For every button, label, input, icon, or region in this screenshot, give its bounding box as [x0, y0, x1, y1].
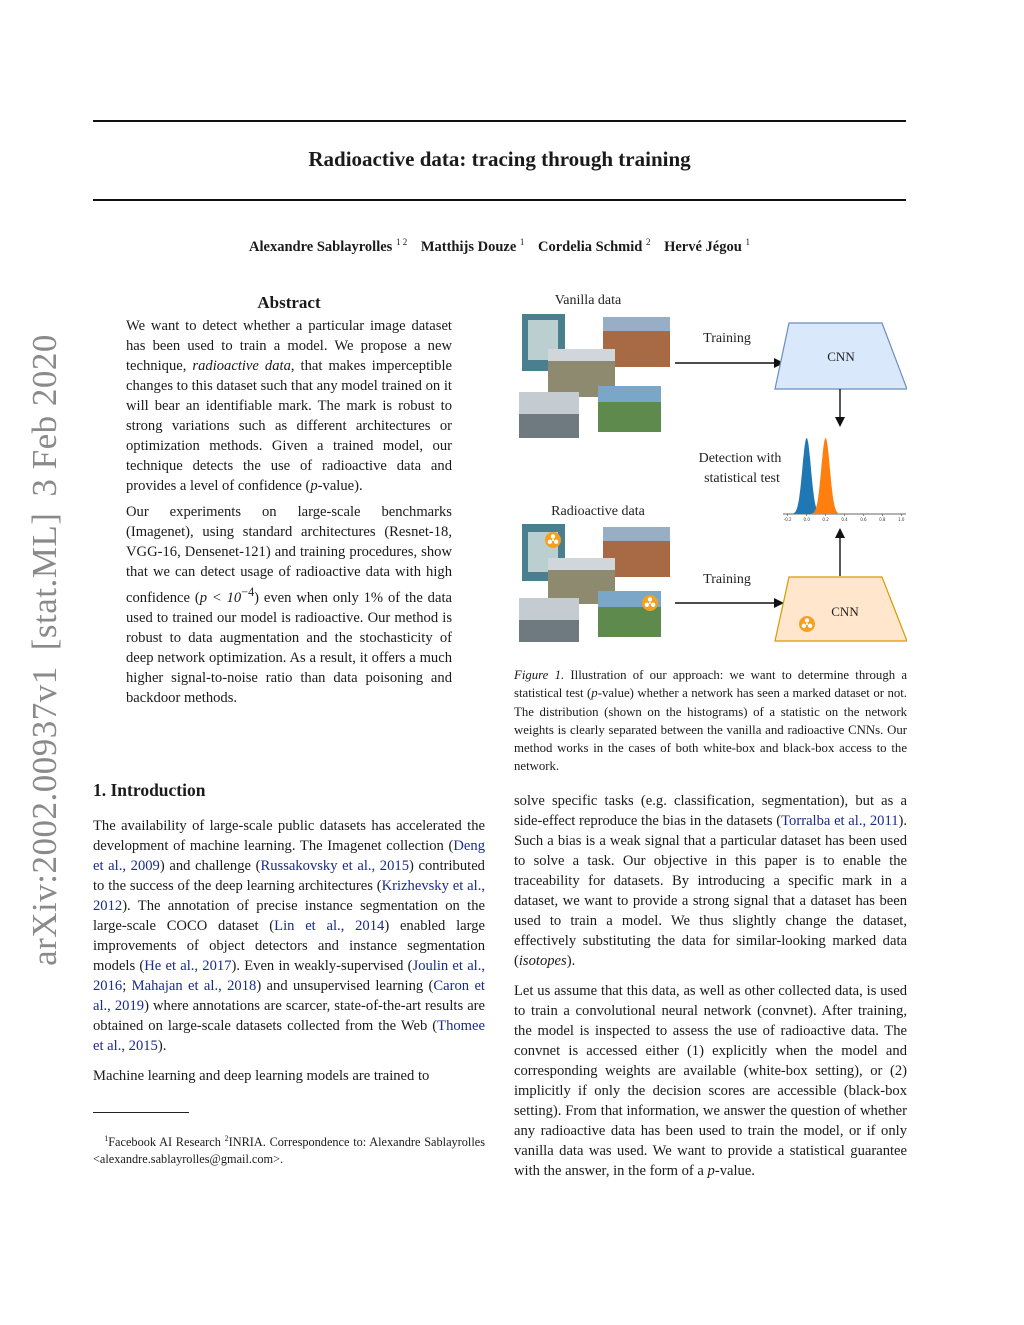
intro-paragraph: Let us assume that this data, as well as other collected data, is used to train a convolutional neural network (convnet). After training, the model is inspected to assess the use of radioactive data. The convnet is accessed either (1) explicitly when the model and corresponding weights are available (white-box setting), or (2) implicitly if only the decision scores are accessible (black-box setting). From that information, we answer the question of whether any radioactive data has been used to train the model, or if only vanilla data was used. We want to provide a statistical guarantee with the answer, in the form of a p-value.	[514, 983, 907, 1179]
training-label-vanilla: Training	[703, 331, 751, 346]
ship-sky	[519, 598, 579, 620]
arxiv-stamp	[25, 334, 65, 966]
histogram-tick-label: 0.8	[879, 517, 886, 522]
coast-sea	[598, 386, 661, 402]
radioactive-icon	[799, 616, 815, 632]
abstract-paragraph: We want to detect whether a particular image dataset has been used to train a model. We propose a new technique, radioactive data, that makes imperceptible changes to this dataset such that any model trained on it will bear an identifiable mark. The mark is robust to strong variations such as different architectures or optimization methods. Given a trained model, our technique detects the use of radioactive data and provides a level of confidence (p-value).	[126, 318, 453, 494]
vanilla-data-label: Vanilla data	[554, 293, 622, 308]
intro-right-column	[514, 791, 907, 1187]
citation-link[interactable]: He et al., 2017	[144, 958, 232, 974]
section-heading-introduction: 1. Introduction	[93, 780, 206, 800]
arxiv-category: [stat.ML]	[25, 512, 64, 651]
author: Alexandre Sablayrolles $^{1 2}$	[249, 237, 408, 255]
histogram-tick-label: 0.6	[860, 517, 867, 522]
histogram-tick-label: 0.0	[803, 517, 810, 522]
training-label-radioactive: Training	[703, 572, 751, 587]
figure-1	[514, 286, 907, 661]
detection-label-line1: Detection with	[698, 451, 782, 466]
citation-link[interactable]: Russakovsky et al., 2015	[260, 858, 409, 874]
harbor-sky	[548, 558, 615, 570]
figure-caption: Figure 1. Illustration of our approach: we want to determine through a statistical test (p-value) whether a network has seen a marked dataset or not. The distribution (shown on the histograms) of a statistic on the network weights is clearly separated between the vanilla and radioactive CNNs. Our method works in the cases of both white-box and black-box access to the network.	[514, 668, 908, 774]
author: Hervé Jégou $^1$	[664, 237, 750, 255]
citation-link[interactable]: Mahajan et al., 2018	[131, 978, 257, 994]
author: Matthijs Douze $^1$	[420, 237, 525, 255]
intro-left-column	[93, 816, 485, 1092]
author: Cordelia Schmid $^2$	[538, 237, 651, 255]
paper-title: Radioactive data: tracing through training	[308, 147, 691, 171]
arxiv-id: arXiv:2002.00937v1	[25, 666, 64, 966]
intro-paragraph: The availability of large-scale public datasets has accelerated the development of machine learning. The Imagenet collection (Deng et al., 2009) and challenge (Russakovsky et al., 2015) contributed to the success of the deep learning architectures (Krizhevsky et al., 2012). The annotation of precise instance segmentation on the large-scale COCO dataset (Lin et al., 2014) enabled large improvements of object detectors and instance segmentation models (He et al., 2017). Even in weakly-supervised (Joulin et al., 2016; Mahajan et al., 2018) and unsupervised learning (Caron et al., 2019) where annotations are scarcer, state-of-the-art results are obtained on large-scale datasets collected from the Web (Thomee et al., 2015).	[93, 818, 486, 1054]
detection-label-line2: statistical test	[704, 471, 780, 486]
histogram-tick-label: 0.4	[841, 517, 848, 522]
citation-link[interactable]: Krizhevsky et al., 2012	[93, 878, 485, 914]
petra-sky	[603, 317, 670, 331]
arxiv-date: 3 Feb 2020	[25, 334, 64, 497]
citation-link[interactable]: Thomee et al., 2015	[93, 1018, 485, 1054]
arrowhead	[835, 528, 845, 538]
intro-paragraph: Machine learning and deep learning models are trained to	[93, 1068, 430, 1084]
title-rule-bottom	[93, 199, 906, 201]
abstract-paragraph: Our experiments on large-scale benchmarks (Imagenet), using standard architectures (Resnet-18, VGG-16, Densenet-121) and training procedures, show that we can detect usage of radioactive data with high confidence $(p < 10^{-4})$ even when only 1% of the data used to trained our model is radioactive. Our method is robust to data augmentation and the stochasticity of deep network optimization. As a result, it offers a much higher signal-to-noise ratio than data poisoning and backdoor methods.	[126, 504, 452, 706]
abstract	[126, 292, 452, 714]
histogram-radioactive	[811, 438, 841, 514]
citation-link[interactable]: Caron et al., 2019	[93, 978, 485, 1014]
radioactive-icon	[545, 532, 561, 548]
citation-link[interactable]: Deng et al., 2009	[93, 838, 485, 874]
histogram-tick-label: -0.2	[783, 517, 792, 522]
intro-paragraph: solve specific tasks (e.g. classification, segmentation), but as a side-effect reproduce the bias in the datasets (Torralba et al., 2011). Such a bias is a weak signal that a particular dataset has been used to solve a task. Our objective in this paper is to enable the traceability for datasets. By introducing a specific mark in a dataset, we want to provide a strong signal that a dataset has been used to train a model. We thus slightly change the dataset, effectively substituting the data for similar-looking marked data (isotopes).	[514, 793, 908, 969]
footnote: $^1$Facebook AI Research $^2$INRIA. Correspondence to: Alexandre Sablayrolles <alexandre.sablayrolles@gmail.com>.	[93, 1134, 485, 1167]
citation-link[interactable]: Joulin et al., 2016	[93, 958, 486, 994]
detection-histogram	[783, 438, 906, 522]
ship-sky	[519, 392, 579, 414]
footnote-rule	[93, 1112, 189, 1113]
radioactive-image-collage	[519, 524, 670, 642]
harbor-sky	[548, 349, 615, 361]
radioactive-data-label: Radioactive data	[551, 504, 645, 519]
abstract-heading: Abstract	[257, 293, 321, 312]
arrowhead	[835, 417, 845, 427]
author-list	[93, 237, 906, 256]
radioactive-icon	[642, 595, 658, 611]
histogram-tick-label: 0.2	[822, 517, 829, 522]
citation-link[interactable]: Lin et al., 2014	[274, 918, 385, 934]
vanilla-cnn-label: CNN	[827, 349, 855, 364]
citation-link[interactable]: Torralba et al., 2011	[781, 813, 899, 829]
figure-label: Figure 1.	[514, 668, 565, 682]
title-rule-top	[93, 120, 906, 122]
histogram-tick-label: 1.0	[898, 517, 905, 522]
petra-sky	[603, 527, 670, 541]
radioactive-cnn-label: CNN	[831, 604, 859, 619]
histogram-vanilla	[792, 438, 822, 514]
vanilla-image-collage	[519, 314, 670, 438]
